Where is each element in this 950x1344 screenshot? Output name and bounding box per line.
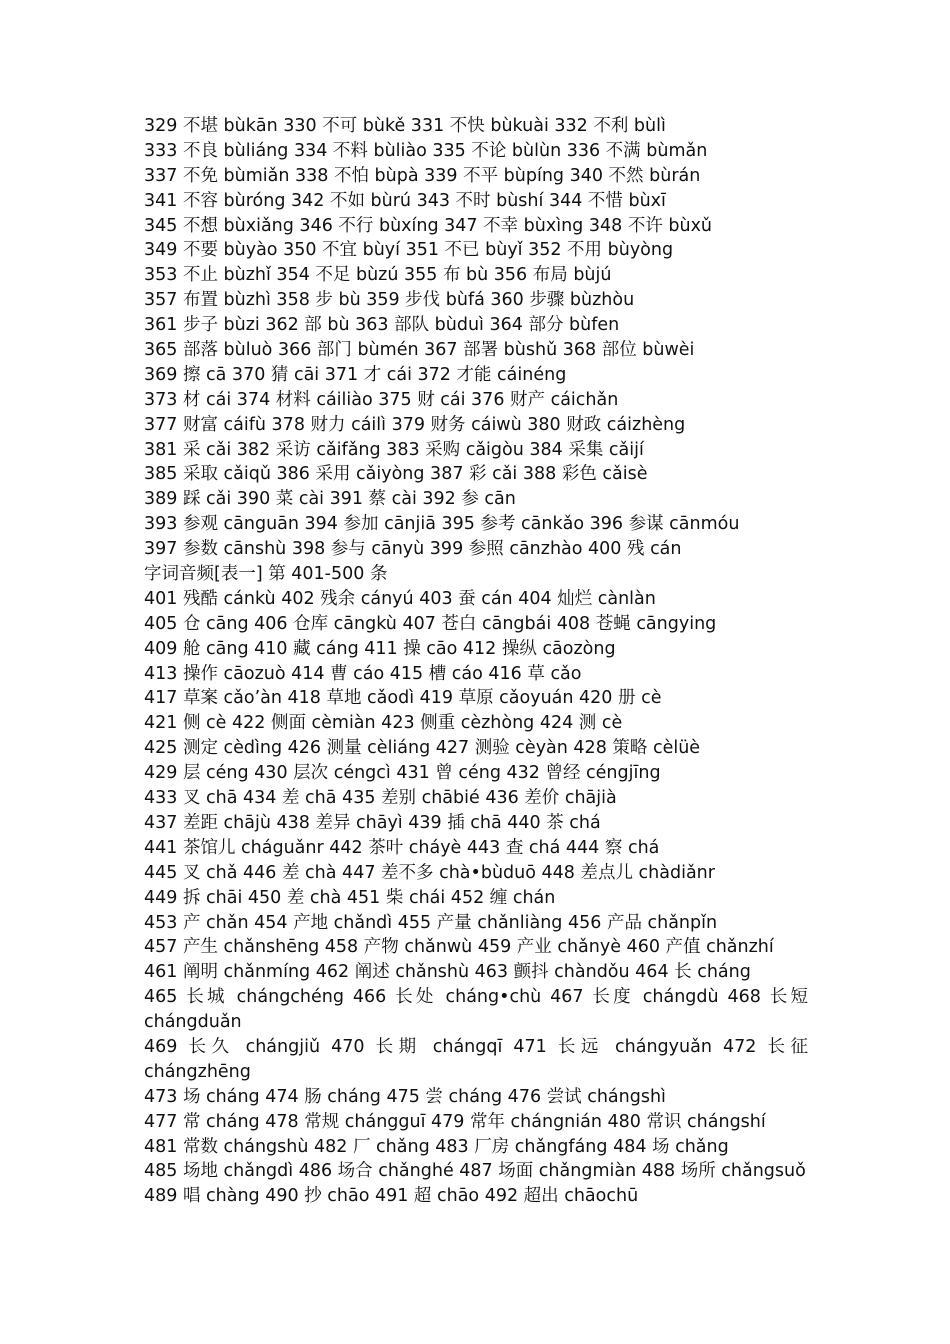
text-line: 453 产 chǎn 454 产地 chǎndì 455 产量 chǎnliàng 456 产品 chǎnpǐn (144, 912, 718, 933)
text-line: 489 唱 chàng 490 抄 chāo 491 超 chāo 492 超出 chāochū (144, 1186, 639, 1207)
text-line: 365 部落 bùluò 366 部门 bùmén 367 部署 bùshǔ 368 部位 bùwèi (144, 340, 695, 361)
text-line: 345 不想 bùxiǎng 346 不行 bùxíng 347 不幸 bùxìng 348 不许 bùxǔ (144, 215, 713, 236)
text-line: 393 参观 cānguān 394 参加 cānjiā 395 参考 cānkǎo 396 参谋 cānmóu (144, 514, 740, 535)
text-line: 353 不止 bùzhǐ 354 不足 bùzú 355 布 bù 356 布局 bùjú (144, 265, 612, 286)
text-line: 377 财富 cáifù 378 财力 cáilì 379 财务 cáiwù 380 财政 cáizhèng (144, 414, 686, 435)
text-line: 389 踩 cǎi 390 菜 cài 391 蔡 cài 392 参 cān (144, 489, 516, 510)
text-line: 397 参数 cānshù 398 参与 cānyù 399 参照 cānzhào 400 残 cán (144, 539, 682, 560)
text-line: 441 茶馆儿 cháguǎnr 442 茶叶 cháyè 443 查 chá 444 察 chá (144, 837, 660, 858)
text-line: 369 擦 cā 370 猜 cāi 371 才 cái 372 才能 cáinéng (144, 364, 567, 385)
text-line: 333 不良 bùliáng 334 不料 bùliào 335 不论 bùlùn 336 不满 bùmǎn (144, 140, 708, 161)
text-line: 381 采 cǎi 382 采访 cǎifǎng 383 采购 cǎigòu 384 采集 cǎijí (144, 439, 644, 460)
text-line: 449 拆 chāi 450 差 chà 451 柴 chái 452 缠 chán (144, 887, 556, 908)
text-line: 477 常 cháng 478 常规 chángguī 479 常年 chángnián 480 常识 chángshí (144, 1111, 766, 1132)
text-line: 445 叉 chǎ 446 差 chà 447 差不多 chà•bùduō 448 差点儿 chàdiǎnr (144, 862, 715, 883)
text-line: 357 布置 bùzhì 358 步 bù 359 步伐 bùfá 360 步骤 bùzhòu (144, 290, 635, 311)
text-line: 417 草案 cǎo’àn 418 草地 cǎodì 419 草原 cǎoyuán 420 册 cè (144, 688, 662, 709)
text-line: 485 场地 chǎngdì 486 场合 chǎnghé 487 场面 chǎngmiàn 488 场所 chǎngsuǒ (144, 1161, 806, 1182)
text-line: 329 不堪 bùkān 330 不可 bùkě 331 不快 bùkuài 332 不利 bùlì (144, 116, 666, 136)
text-line: 413 操作 cāozuò 414 曹 cáo 415 槽 cáo 416 草 cǎo (144, 663, 582, 684)
text-line: 349 不要 bùyào 350 不宜 bùyí 351 不已 bùyǐ 352 不用 bùyòng (144, 240, 674, 261)
text-line: 401 残酷 cánkù 402 残余 cányú 403 蚕 cán 404 灿烂 cànlàn (144, 588, 656, 609)
text-line: 421 侧 cè 422 侧面 cèmiàn 423 侧重 cèzhòng 424 测 cè (144, 713, 623, 734)
section-heading: 字词音频[表一] 第 401-500 条 (144, 564, 388, 585)
text-line-continuation: chángzhēng (144, 1061, 251, 1082)
text-line: 385 采取 cǎiqǔ 386 采用 cǎiyòng 387 彩 cǎi 388 彩色 cǎisè (144, 464, 648, 485)
text-line: 437 差距 chājù 438 差异 chāyì 439 插 chā 440 茶 chá (144, 812, 601, 833)
text-line: 429 层 céng 430 层次 céngcì 431 曾 céng 432 曾经 céngjīng (144, 763, 661, 784)
text-line: 373 材 cái 374 材料 cáiliào 375 财 cái 376 财产 cáichǎn (144, 389, 619, 410)
text-line: 473 场 cháng 474 肠 cháng 475 尝 cháng 476 尝试 chángshì (144, 1086, 666, 1107)
text-line: 481 常数 chángshù 482 厂 chǎng 483 厂房 chǎngfáng 484 场 chǎng (144, 1136, 729, 1157)
text-line: 405 仓 cāng 406 仓库 cāngkù 407 苍白 cāngbái 408 苍蝇 cāngying (144, 613, 717, 634)
text-line: 337 不免 bùmiǎn 338 不怕 bùpà 339 不平 bùpíng 340 不然 bùrán (144, 165, 701, 186)
text-line: 341 不容 bùróng 342 不如 bùrú 343 不时 bùshí 344 不惜 bùxī (144, 190, 666, 211)
text-line: 409 舱 cāng 410 藏 cáng 411 操 cāo 412 操纵 cāozòng (144, 638, 616, 659)
text-line-justified: 465 长城 chángchéng 466 长处 cháng•chù 467 长度 chángdù 468 长短 (144, 987, 808, 1008)
text-line: 457 产生 chǎnshēng 458 产物 chǎnwù 459 产业 chǎnyè 460 产值 chǎnzhí (144, 937, 774, 958)
text-line: 433 叉 chā 434 差 chā 435 差别 chābié 436 差价 chājià (144, 788, 617, 809)
text-line: 461 阐明 chǎnmíng 462 阐述 chǎnshù 463 颤抖 chàndǒu 464 长 cháng (144, 962, 751, 983)
text-line: 425 测定 cèdìng 426 测量 cèliáng 427 测验 cèyàn 428 策略 cèlüè (144, 738, 701, 759)
text-line-justified: 469 长久 chángjiǔ 470 长期 chángqī 471 长远 chángyuǎn 472 长征 (144, 1036, 808, 1057)
vocabulary-list (144, 114, 808, 1209)
text-line-continuation: chángduǎn (144, 1012, 242, 1033)
text-line: 361 步子 bùzi 362 部 bù 363 部队 bùduì 364 部分 bùfen (144, 315, 620, 336)
